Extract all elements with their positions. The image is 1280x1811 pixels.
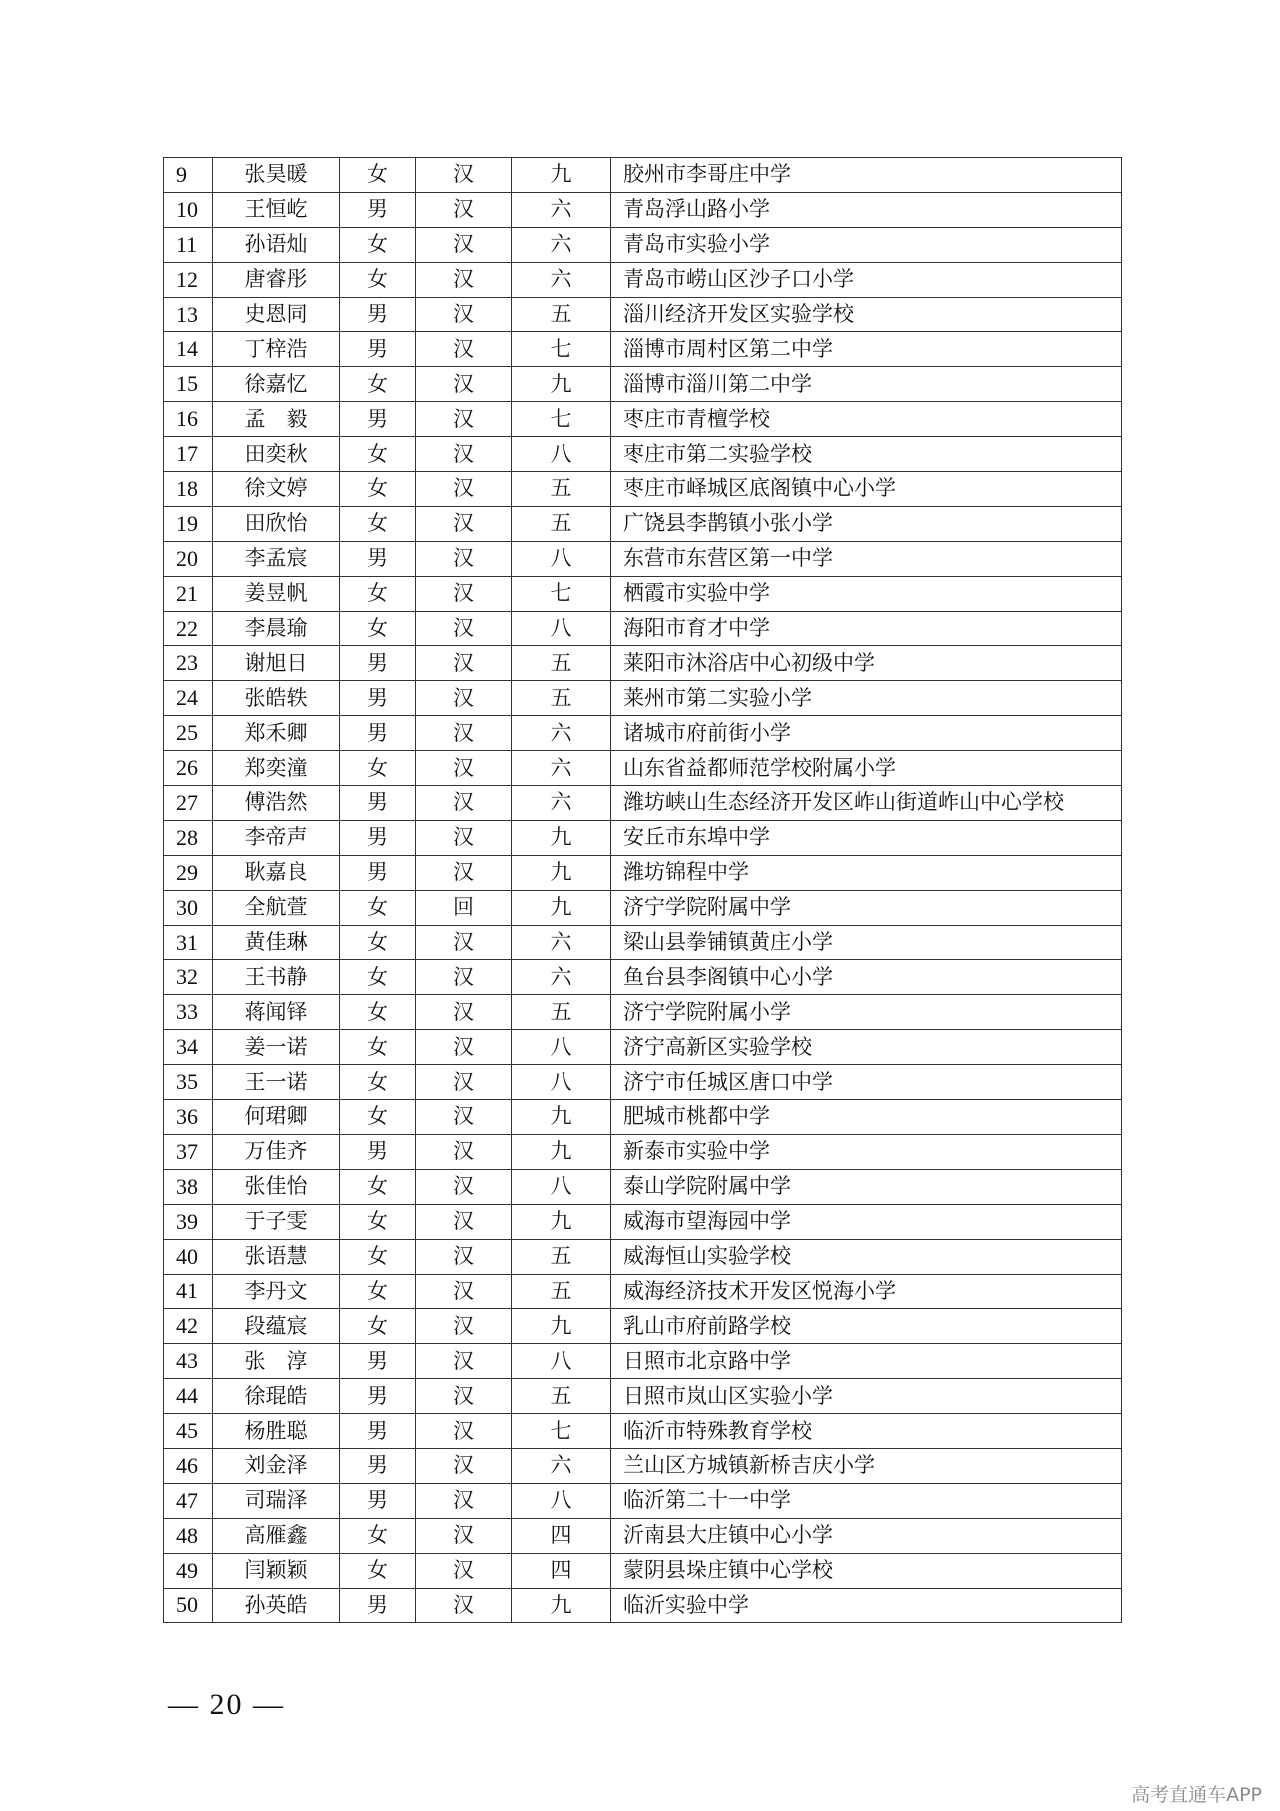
table-row	[164, 227, 1122, 262]
cell-sex: 女	[340, 227, 416, 262]
cell-no: 49	[164, 1553, 213, 1588]
cell-no: 43	[164, 1344, 213, 1379]
cell-eth: 回	[416, 890, 512, 925]
cell-name: 杨胜聪	[213, 1414, 340, 1449]
cell-name: 张语慧	[213, 1239, 340, 1274]
cell-grade: 六	[512, 227, 611, 262]
table-row	[164, 506, 1122, 541]
cell-no: 15	[164, 367, 213, 402]
cell-sex: 女	[340, 1169, 416, 1204]
cell-name: 史恩同	[213, 297, 340, 332]
cell-grade: 八	[512, 437, 611, 472]
cell-grade: 六	[512, 786, 611, 821]
cell-name: 闫颖颖	[213, 1553, 340, 1588]
cell-name: 姜一诺	[213, 1030, 340, 1065]
cell-sex: 女	[340, 576, 416, 611]
cell-sex: 女	[340, 1065, 416, 1100]
cell-name: 张 淳	[213, 1344, 340, 1379]
cell-no: 24	[164, 681, 213, 716]
table-row	[164, 262, 1122, 297]
cell-school: 青岛市崂山区沙子口小学	[611, 262, 1122, 297]
cell-name: 全航萱	[213, 890, 340, 925]
cell-grade: 九	[512, 820, 611, 855]
cell-eth: 汉	[416, 960, 512, 995]
cell-name: 郑奕潼	[213, 751, 340, 786]
table-row	[164, 611, 1122, 646]
cell-school: 青岛浮山路小学	[611, 192, 1122, 227]
cell-eth: 汉	[416, 1065, 512, 1100]
cell-name: 郑禾卿	[213, 716, 340, 751]
cell-no: 30	[164, 890, 213, 925]
table-row	[164, 402, 1122, 437]
cell-sex: 女	[340, 262, 416, 297]
table-row	[164, 1274, 1122, 1309]
cell-sex: 男	[340, 1379, 416, 1414]
cell-grade: 九	[512, 158, 611, 193]
cell-school: 威海经济技术开发区悦海小学	[611, 1274, 1122, 1309]
cell-school: 肥城市桃都中学	[611, 1100, 1122, 1135]
cell-school: 潍坊锦程中学	[611, 855, 1122, 890]
cell-grade: 五	[512, 472, 611, 507]
cell-sex: 女	[340, 611, 416, 646]
cell-grade: 六	[512, 192, 611, 227]
cell-no: 29	[164, 855, 213, 890]
cell-eth: 汉	[416, 437, 512, 472]
cell-name: 姜昱帆	[213, 576, 340, 611]
cell-name: 丁梓浩	[213, 332, 340, 367]
cell-school: 海阳市育才中学	[611, 611, 1122, 646]
cell-grade: 九	[512, 367, 611, 402]
cell-grade: 九	[512, 1309, 611, 1344]
cell-sex: 女	[340, 472, 416, 507]
cell-no: 36	[164, 1100, 213, 1135]
cell-eth: 汉	[416, 1204, 512, 1239]
cell-sex: 女	[340, 1204, 416, 1239]
table-row	[164, 541, 1122, 576]
cell-no: 45	[164, 1414, 213, 1449]
cell-no: 25	[164, 716, 213, 751]
cell-eth: 汉	[416, 1274, 512, 1309]
cell-sex: 女	[340, 890, 416, 925]
cell-name: 李帝声	[213, 820, 340, 855]
table-row	[164, 297, 1122, 332]
cell-name: 张皓轶	[213, 681, 340, 716]
table-row	[164, 332, 1122, 367]
cell-grade: 六	[512, 960, 611, 995]
cell-eth: 汉	[416, 1553, 512, 1588]
table-row	[164, 472, 1122, 507]
table-row	[164, 820, 1122, 855]
cell-name: 黄佳琳	[213, 925, 340, 960]
watermark-text: 高考直通车APP	[1131, 1784, 1262, 1806]
table-row	[164, 890, 1122, 925]
table-row	[164, 925, 1122, 960]
cell-no: 44	[164, 1379, 213, 1414]
table-row	[164, 1134, 1122, 1169]
cell-sex: 男	[340, 1344, 416, 1379]
cell-eth: 汉	[416, 1239, 512, 1274]
cell-name: 孙语灿	[213, 227, 340, 262]
cell-eth: 汉	[416, 1134, 512, 1169]
cell-sex: 男	[340, 297, 416, 332]
cell-eth: 汉	[416, 262, 512, 297]
cell-eth: 汉	[416, 995, 512, 1030]
cell-school: 诸城市府前街小学	[611, 716, 1122, 751]
cell-no: 50	[164, 1588, 213, 1623]
cell-no: 20	[164, 541, 213, 576]
cell-sex: 女	[340, 751, 416, 786]
cell-sex: 男	[340, 1448, 416, 1483]
cell-no: 39	[164, 1204, 213, 1239]
cell-eth: 汉	[416, 1344, 512, 1379]
cell-sex: 女	[340, 1274, 416, 1309]
cell-grade: 五	[512, 1274, 611, 1309]
cell-sex: 男	[340, 681, 416, 716]
cell-school: 威海恒山实验学校	[611, 1239, 1122, 1274]
cell-name: 王书静	[213, 960, 340, 995]
cell-school: 栖霞市实验中学	[611, 576, 1122, 611]
table-row	[164, 1483, 1122, 1518]
cell-sex: 男	[340, 786, 416, 821]
cell-no: 35	[164, 1065, 213, 1100]
cell-grade: 六	[512, 751, 611, 786]
table-row	[164, 1204, 1122, 1239]
cell-grade: 四	[512, 1518, 611, 1553]
cell-grade: 六	[512, 925, 611, 960]
cell-no: 48	[164, 1518, 213, 1553]
cell-school: 威海市望海园中学	[611, 1204, 1122, 1239]
cell-eth: 汉	[416, 1414, 512, 1449]
cell-grade: 五	[512, 506, 611, 541]
cell-school: 青岛市实验小学	[611, 227, 1122, 262]
cell-school: 淄博市周村区第二中学	[611, 332, 1122, 367]
table-row	[164, 646, 1122, 681]
cell-grade: 六	[512, 262, 611, 297]
cell-sex: 女	[340, 925, 416, 960]
cell-sex: 男	[340, 1588, 416, 1623]
cell-name: 王一诺	[213, 1065, 340, 1100]
cell-sex: 女	[340, 1553, 416, 1588]
cell-school: 胶州市李哥庄中学	[611, 158, 1122, 193]
cell-no: 28	[164, 820, 213, 855]
cell-name: 田奕秋	[213, 437, 340, 472]
cell-sex: 男	[340, 332, 416, 367]
table-row	[164, 751, 1122, 786]
cell-school: 东营市东营区第一中学	[611, 541, 1122, 576]
cell-eth: 汉	[416, 1379, 512, 1414]
cell-sex: 女	[340, 437, 416, 472]
cell-no: 32	[164, 960, 213, 995]
cell-name: 刘金泽	[213, 1448, 340, 1483]
cell-school: 济宁学院附属小学	[611, 995, 1122, 1030]
cell-grade: 五	[512, 297, 611, 332]
cell-grade: 九	[512, 1100, 611, 1135]
cell-no: 9	[164, 158, 213, 193]
table-row	[164, 437, 1122, 472]
cell-name: 段蕴宸	[213, 1309, 340, 1344]
table-row	[164, 192, 1122, 227]
cell-name: 孟 毅	[213, 402, 340, 437]
cell-name: 谢旭日	[213, 646, 340, 681]
cell-no: 40	[164, 1239, 213, 1274]
table-row	[164, 681, 1122, 716]
cell-eth: 汉	[416, 297, 512, 332]
table-row	[164, 995, 1122, 1030]
table-row	[164, 367, 1122, 402]
cell-grade: 九	[512, 1204, 611, 1239]
cell-sex: 女	[340, 506, 416, 541]
cell-sex: 男	[340, 1134, 416, 1169]
cell-no: 47	[164, 1483, 213, 1518]
cell-no: 46	[164, 1448, 213, 1483]
cell-school: 广饶县李鹊镇小张小学	[611, 506, 1122, 541]
cell-eth: 汉	[416, 751, 512, 786]
cell-school: 日照市岚山区实验小学	[611, 1379, 1122, 1414]
table-row	[164, 1414, 1122, 1449]
table-row	[164, 1553, 1122, 1588]
cell-school: 临沂市特殊教育学校	[611, 1414, 1122, 1449]
cell-name: 李晨瑜	[213, 611, 340, 646]
cell-no: 33	[164, 995, 213, 1030]
cell-school: 日照市北京路中学	[611, 1344, 1122, 1379]
cell-grade: 五	[512, 1379, 611, 1414]
cell-school: 淄川经济开发区实验学校	[611, 297, 1122, 332]
page-number: — 20 —	[168, 1688, 285, 1721]
cell-no: 18	[164, 472, 213, 507]
cell-eth: 汉	[416, 1169, 512, 1204]
cell-sex: 女	[340, 1030, 416, 1065]
cell-name: 李丹文	[213, 1274, 340, 1309]
cell-sex: 男	[340, 1414, 416, 1449]
cell-eth: 汉	[416, 576, 512, 611]
cell-grade: 八	[512, 1030, 611, 1065]
cell-no: 13	[164, 297, 213, 332]
cell-no: 21	[164, 576, 213, 611]
cell-school: 兰山区方城镇新桥吉庆小学	[611, 1448, 1122, 1483]
cell-name: 田欣怡	[213, 506, 340, 541]
cell-sex: 男	[340, 402, 416, 437]
cell-grade: 九	[512, 855, 611, 890]
cell-sex: 女	[340, 1239, 416, 1274]
cell-grade: 八	[512, 1344, 611, 1379]
cell-grade: 八	[512, 1065, 611, 1100]
cell-school: 沂南县大庄镇中心小学	[611, 1518, 1122, 1553]
cell-grade: 八	[512, 1169, 611, 1204]
cell-eth: 汉	[416, 506, 512, 541]
cell-grade: 九	[512, 890, 611, 925]
table-row	[164, 960, 1122, 995]
cell-eth: 汉	[416, 681, 512, 716]
cell-school: 枣庄市第二实验学校	[611, 437, 1122, 472]
table-row	[164, 855, 1122, 890]
cell-eth: 汉	[416, 1100, 512, 1135]
cell-grade: 五	[512, 681, 611, 716]
cell-school: 莱州市第二实验小学	[611, 681, 1122, 716]
cell-grade: 七	[512, 332, 611, 367]
cell-eth: 汉	[416, 1309, 512, 1344]
cell-eth: 汉	[416, 472, 512, 507]
cell-sex: 男	[340, 541, 416, 576]
cell-school: 枣庄市青檀学校	[611, 402, 1122, 437]
table-row	[164, 1065, 1122, 1100]
cell-sex: 男	[340, 716, 416, 751]
cell-school: 新泰市实验中学	[611, 1134, 1122, 1169]
cell-name: 徐文婷	[213, 472, 340, 507]
cell-eth: 汉	[416, 402, 512, 437]
cell-eth: 汉	[416, 716, 512, 751]
cell-name: 何珺卿	[213, 1100, 340, 1135]
cell-sex: 女	[340, 1100, 416, 1135]
cell-eth: 汉	[416, 332, 512, 367]
cell-name: 孙英皓	[213, 1588, 340, 1623]
cell-name: 于子雯	[213, 1204, 340, 1239]
table-row	[164, 576, 1122, 611]
cell-sex: 女	[340, 995, 416, 1030]
cell-school: 淄博市淄川第二中学	[611, 367, 1122, 402]
cell-school: 蒙阴县垛庄镇中心学校	[611, 1553, 1122, 1588]
cell-no: 31	[164, 925, 213, 960]
cell-grade: 六	[512, 1448, 611, 1483]
cell-eth: 汉	[416, 1030, 512, 1065]
cell-eth: 汉	[416, 786, 512, 821]
table-row	[164, 1588, 1122, 1623]
cell-school: 临沂第二十一中学	[611, 1483, 1122, 1518]
cell-grade: 九	[512, 1134, 611, 1169]
cell-sex: 女	[340, 1518, 416, 1553]
cell-eth: 汉	[416, 925, 512, 960]
cell-name: 司瑞泽	[213, 1483, 340, 1518]
cell-no: 12	[164, 262, 213, 297]
cell-no: 38	[164, 1169, 213, 1204]
table-row	[164, 786, 1122, 821]
cell-name: 耿嘉良	[213, 855, 340, 890]
cell-name: 高雁鑫	[213, 1518, 340, 1553]
table-row	[164, 716, 1122, 751]
cell-grade: 八	[512, 1483, 611, 1518]
cell-eth: 汉	[416, 192, 512, 227]
cell-no: 34	[164, 1030, 213, 1065]
cell-eth: 汉	[416, 820, 512, 855]
cell-grade: 七	[512, 402, 611, 437]
cell-school: 济宁学院附属中学	[611, 890, 1122, 925]
cell-no: 10	[164, 192, 213, 227]
cell-grade: 七	[512, 1414, 611, 1449]
cell-school: 临沂实验中学	[611, 1588, 1122, 1623]
cell-name: 蒋闻铎	[213, 995, 340, 1030]
cell-no: 42	[164, 1309, 213, 1344]
student-table	[163, 157, 1122, 1623]
cell-grade: 六	[512, 716, 611, 751]
cell-no: 19	[164, 506, 213, 541]
cell-no: 26	[164, 751, 213, 786]
cell-eth: 汉	[416, 1448, 512, 1483]
cell-name: 徐嘉忆	[213, 367, 340, 402]
cell-grade: 八	[512, 541, 611, 576]
cell-school: 山东省益都师范学校附属小学	[611, 751, 1122, 786]
table-row	[164, 1239, 1122, 1274]
cell-school: 泰山学院附属中学	[611, 1169, 1122, 1204]
cell-school: 枣庄市峄城区底阁镇中心小学	[611, 472, 1122, 507]
cell-name: 徐琨皓	[213, 1379, 340, 1414]
table-row	[164, 1448, 1122, 1483]
cell-school: 乳山市府前路学校	[611, 1309, 1122, 1344]
table-row	[164, 1169, 1122, 1204]
cell-eth: 汉	[416, 158, 512, 193]
cell-grade: 九	[512, 1588, 611, 1623]
cell-grade: 四	[512, 1553, 611, 1588]
table-row	[164, 1344, 1122, 1379]
cell-no: 23	[164, 646, 213, 681]
cell-eth: 汉	[416, 646, 512, 681]
cell-grade: 五	[512, 995, 611, 1030]
cell-sex: 男	[340, 820, 416, 855]
cell-school: 潍坊峡山生态经济开发区岞山街道岞山中心学校	[611, 786, 1122, 821]
cell-name: 唐睿彤	[213, 262, 340, 297]
cell-no: 14	[164, 332, 213, 367]
student-table-body	[164, 158, 1122, 1623]
cell-sex: 女	[340, 158, 416, 193]
cell-name: 傅浩然	[213, 786, 340, 821]
cell-eth: 汉	[416, 367, 512, 402]
cell-name: 张佳怡	[213, 1169, 340, 1204]
cell-school: 莱阳市沐浴店中心初级中学	[611, 646, 1122, 681]
cell-grade: 七	[512, 576, 611, 611]
cell-eth: 汉	[416, 227, 512, 262]
cell-sex: 男	[340, 855, 416, 890]
cell-sex: 男	[340, 192, 416, 227]
cell-no: 16	[164, 402, 213, 437]
cell-no: 41	[164, 1274, 213, 1309]
cell-sex: 女	[340, 1309, 416, 1344]
table-row	[164, 1100, 1122, 1135]
cell-no: 11	[164, 227, 213, 262]
cell-school: 安丘市东埠中学	[611, 820, 1122, 855]
cell-sex: 男	[340, 646, 416, 681]
cell-no: 27	[164, 786, 213, 821]
cell-sex: 女	[340, 960, 416, 995]
cell-no: 22	[164, 611, 213, 646]
cell-eth: 汉	[416, 1483, 512, 1518]
cell-school: 梁山县拳铺镇黄庄小学	[611, 925, 1122, 960]
cell-name: 万佳齐	[213, 1134, 340, 1169]
cell-school: 鱼台县李阁镇中心小学	[611, 960, 1122, 995]
cell-name: 王恒屹	[213, 192, 340, 227]
table-row	[164, 158, 1122, 193]
cell-grade: 五	[512, 1239, 611, 1274]
cell-school: 济宁市任城区唐口中学	[611, 1065, 1122, 1100]
table-row	[164, 1309, 1122, 1344]
cell-no: 37	[164, 1134, 213, 1169]
cell-sex: 男	[340, 1483, 416, 1518]
cell-no: 17	[164, 437, 213, 472]
table-row	[164, 1518, 1122, 1553]
cell-sex: 女	[340, 367, 416, 402]
cell-eth: 汉	[416, 855, 512, 890]
table-row	[164, 1379, 1122, 1414]
table-row	[164, 1030, 1122, 1065]
cell-grade: 八	[512, 611, 611, 646]
cell-grade: 五	[512, 646, 611, 681]
cell-name: 李孟宸	[213, 541, 340, 576]
cell-eth: 汉	[416, 1588, 512, 1623]
cell-eth: 汉	[416, 1518, 512, 1553]
cell-eth: 汉	[416, 541, 512, 576]
cell-eth: 汉	[416, 611, 512, 646]
cell-name: 张昊暖	[213, 158, 340, 193]
cell-school: 济宁高新区实验学校	[611, 1030, 1122, 1065]
